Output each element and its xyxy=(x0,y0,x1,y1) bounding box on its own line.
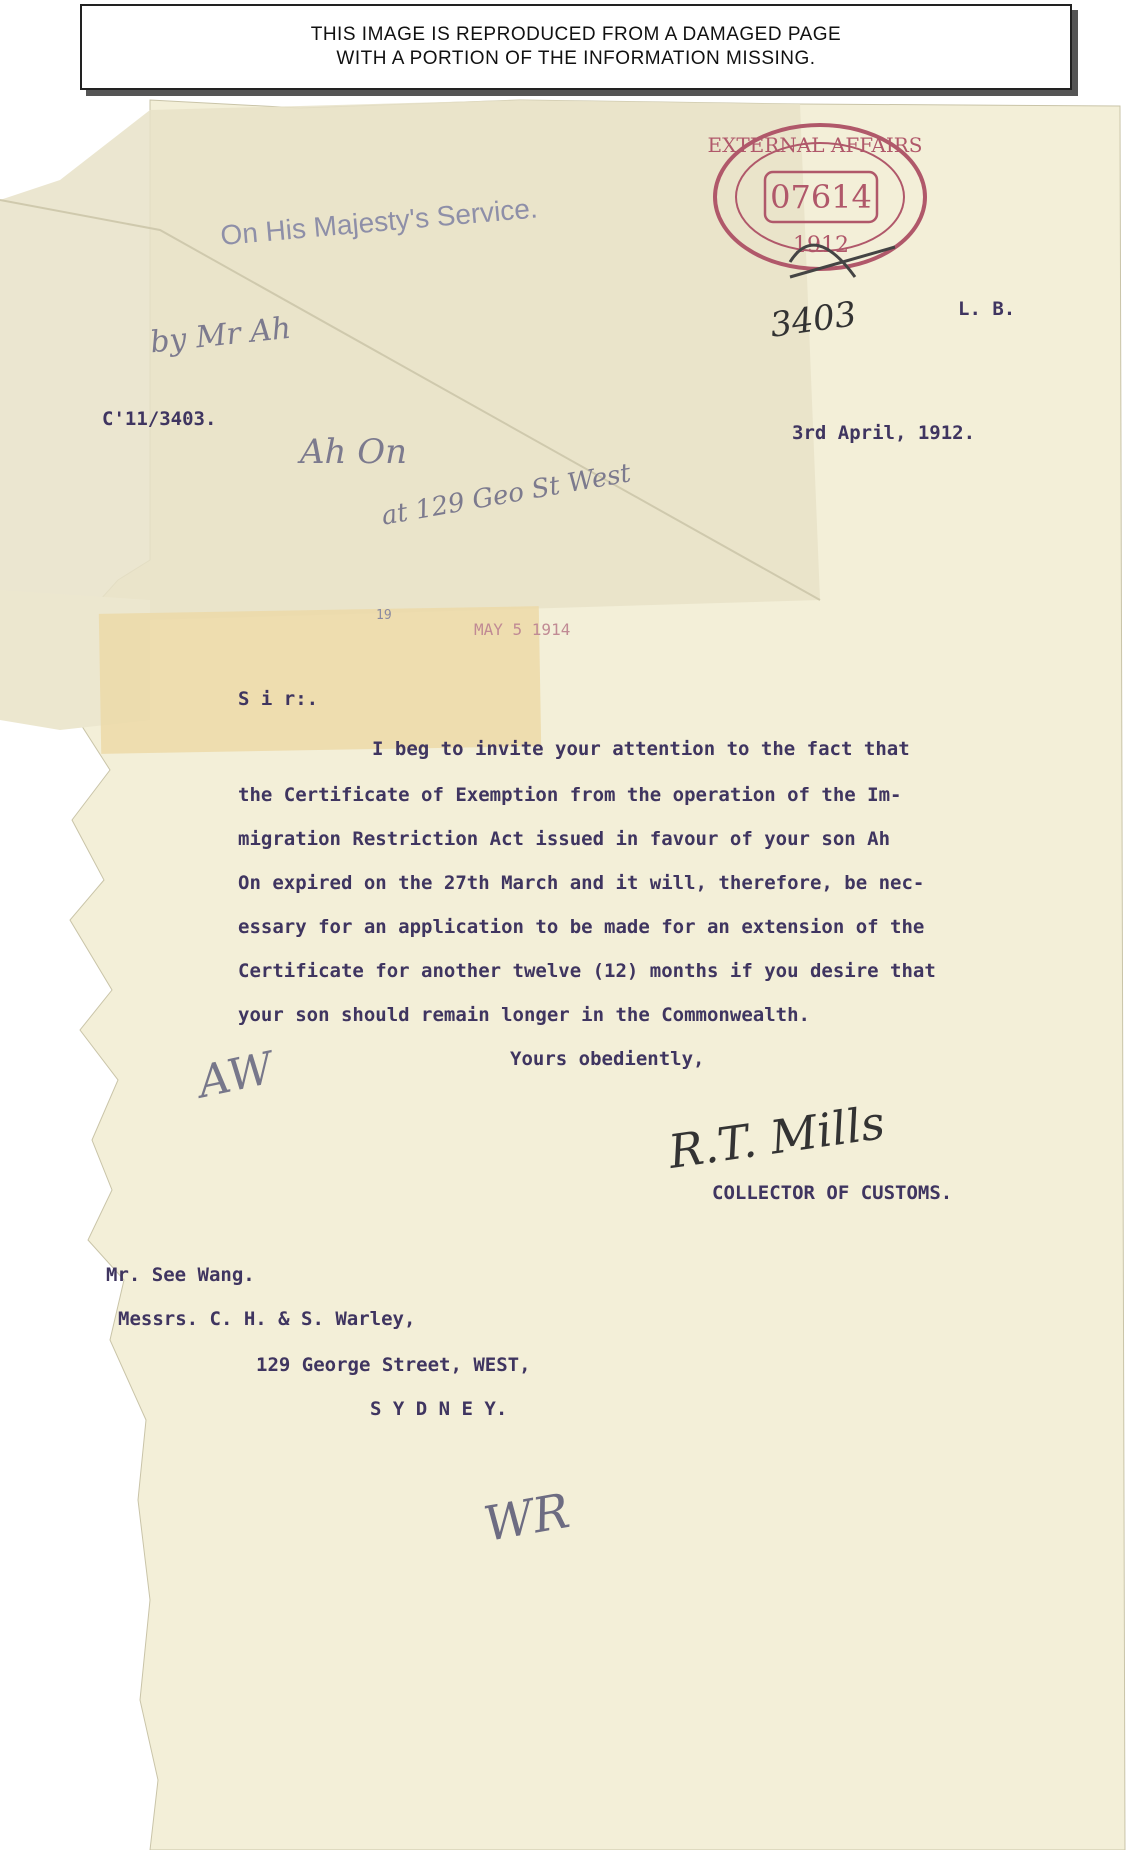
file-number: C'11/3403. xyxy=(102,408,217,430)
stamp-top-text: EXTERNAL AFFAIRS xyxy=(707,133,923,157)
handwritten-address: at 129 Geo St West xyxy=(379,458,634,532)
address-line-3: 129 George Street, WEST, xyxy=(256,1354,531,1376)
closing: Yours obediently, xyxy=(510,1048,705,1070)
body-line-2: the Certificate of Exemption from the operation of the Im- xyxy=(238,784,902,806)
body-line-5: essary for an application to be made for an extension of the xyxy=(238,916,925,938)
address-line-1: Mr. See Wang. xyxy=(106,1264,255,1286)
handwritten-ref: 3403 xyxy=(767,294,859,346)
notice-line-1: THIS IMAGE IS REPRODUCED FROM A DAMAGED PAGE xyxy=(310,24,842,45)
notice-line-2: WITH A PORTION OF THE INFORMATION MISSING. xyxy=(336,48,816,69)
received-number: 19 xyxy=(376,608,392,623)
letter-ref-right: L. B. xyxy=(958,298,1016,320)
signer-title: COLLECTOR OF CUSTOMS. xyxy=(712,1182,953,1204)
initials-bottom: WR xyxy=(479,1483,574,1553)
handwritten-name: Ah On xyxy=(300,432,408,472)
received-date-stamp: MAY 5 1914 xyxy=(474,620,571,639)
body-line-1: I beg to invite your attention to the fact that xyxy=(372,738,910,760)
handwritten-top-left: by Mr Ah xyxy=(148,310,293,361)
damage-notice xyxy=(80,4,1072,90)
signature: R.T. Mills xyxy=(665,1095,888,1179)
body-line-4: On expired on the 27th March and it will, therefore, be nec- xyxy=(238,872,925,894)
stamp-number: 07614 xyxy=(770,178,872,216)
address-line-2: Messrs. C. H. & S. Warley, xyxy=(118,1308,416,1330)
body-line-7: your son should remain longer in the Commonwealth. xyxy=(238,1004,810,1026)
initials-left: AW xyxy=(193,1042,278,1109)
ohms-service-text: On His Majesty's Service. xyxy=(219,192,539,252)
letter-date: 3rd April, 1912. xyxy=(792,422,976,444)
external-affairs-stamp xyxy=(705,112,945,282)
body-line-3: migration Restriction Act issued in favour of your son Ah xyxy=(238,828,891,850)
body-line-6: Certificate for another twelve (12) months if you desire that xyxy=(238,960,936,982)
stamp-year: 1912 xyxy=(793,233,849,258)
salutation: S i r:. xyxy=(238,688,319,710)
address-line-4: S Y D N E Y. xyxy=(370,1398,508,1420)
